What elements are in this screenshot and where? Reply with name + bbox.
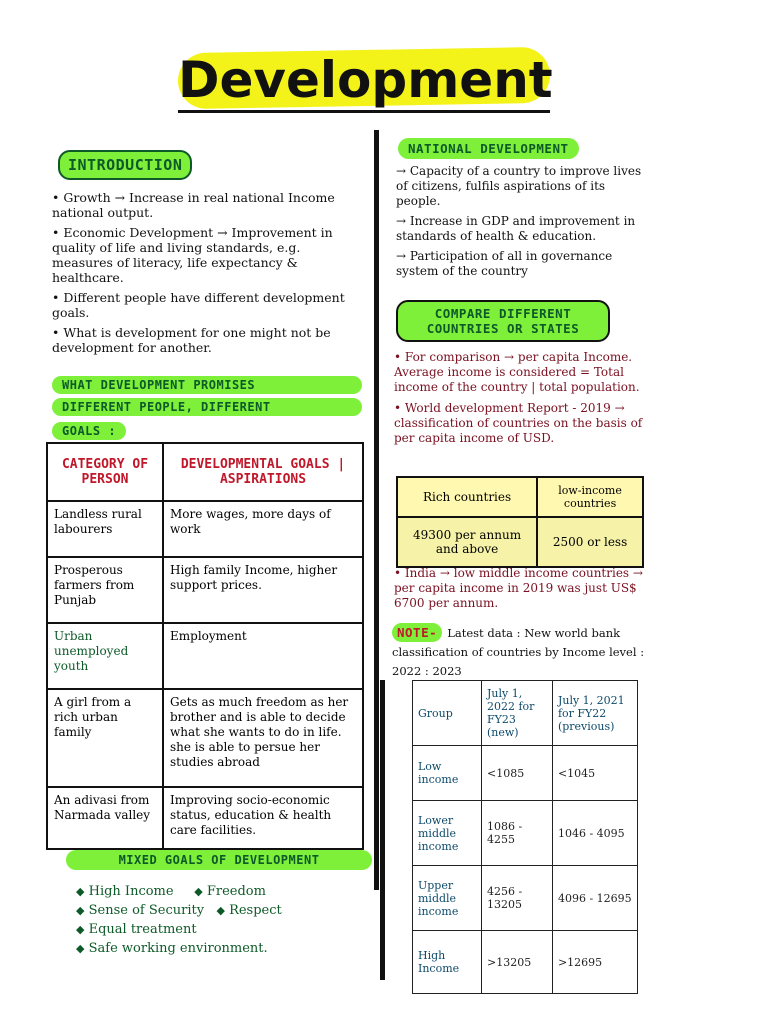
intro-heading: INTRODUCTION [58,150,192,180]
intro-item: • Economic Development → Improvement in quality of life and living standards, e.g. measures of literacy, life expectancy & healthcare. [52,225,333,285]
mixed-item: ◆ Equal treatment [76,922,197,937]
intro-item: • Growth → Increase in real national Income national output. [52,190,335,220]
table-header: CATEGORY OF PERSON [47,443,163,501]
table-row [47,787,363,849]
table-row [413,931,638,994]
table-row [413,801,638,866]
table-cell: 49300 per annum and above [397,517,537,567]
national-item: → Capacity of a country to improve lives of citizens, fulfils aspirations of its people. [396,164,642,208]
table-header: Rich countries [397,477,537,517]
national-heading: NATIONAL DEVELOPMENT [398,138,579,159]
intro-item: • What is development for one might not be development for another. [52,325,331,355]
diamond-icon: ◆ [76,885,85,898]
title-block [178,48,553,114]
income-group-table [412,680,638,994]
national-item: → Participation of all in governance system of the country [396,249,613,278]
mixed-item: ◆ Safe working environment. [76,941,268,956]
mixed-item: ◆ High Income ◆ Freedom [76,884,266,899]
diamond-icon: ◆ [76,942,85,955]
table-header: DEVELOPMENTAL GOALS | ASPIRATIONS [163,443,363,501]
diamond-icon: ◆ [194,885,203,898]
table-cell: <1045 [552,746,637,801]
table-cell: Lower middle income [413,801,482,866]
table-cell: More wages, more days of work [163,501,363,557]
table-cell: A girl from a rich urban family [47,689,163,787]
table-row [47,501,363,557]
column-divider [374,130,379,890]
compare-item: • World development Report - 2019 → classification of countries on the basis of per capita income of USD. [394,401,643,445]
intro-item: • Different people have different development goals. [52,290,345,320]
table-row [47,689,363,787]
rich-low-table [396,476,644,568]
table-cell: Employment [163,623,363,689]
table-row [47,623,363,689]
table-cell: >12695 [552,931,637,994]
table-cell: An adivasi from Narmada valley [47,787,163,849]
table-header: Group [413,681,482,746]
category-table [46,442,364,850]
table-header: July 1, 2021 for FY22 (previous) [552,681,637,746]
promises-heading: WHAT DEVELOPMENT PROMISES DIFFERENT PEOPLE, DIFFERENT GOALS : [52,376,362,440]
table-row [413,746,638,801]
compare-item: • For comparison → per capita Income. Average income is considered = Total income of the country | total population. [394,350,640,394]
table-cell: 2500 or less [537,517,643,567]
mixed-heading: MIXED GOALS OF DEVELOPMENT [66,850,372,870]
table-header-row [47,443,363,501]
national-item: → Increase in GDP and improvement in standards of health & education. [396,214,636,243]
table-header: July 1, 2022 for FY23 (new) [482,681,553,746]
intro-list [52,190,364,355]
table-cell: 4256 - 13205 [482,866,553,931]
table-cell: <1085 [482,746,553,801]
table-cell: Upper middle income [413,866,482,931]
page-title: Development [178,51,553,109]
table-cell: High Income [413,931,482,994]
compare-heading: COMPARE DIFFERENT COUNTRIES OR STATES [396,300,610,342]
mixed-item: ◆ Sense of Security ◆ Respect [76,903,282,918]
table-cell: Landless rural labourers [47,501,163,557]
mixed-list [76,882,366,958]
diamond-icon: ◆ [216,904,225,917]
table-cell: 1046 - 4095 [552,801,637,866]
compare-list [394,350,652,446]
table-row [413,866,638,931]
table-header-row [397,477,643,517]
note-block [392,622,652,679]
table-cell: Prosperous farmers from Punjab [47,557,163,623]
table-header: low-income countries [537,477,643,517]
table-cell: >13205 [482,931,553,994]
note-text: Latest data : New world bank classification of countries by Income level : 2022 : 2023 [392,626,645,678]
table-cell: Gets as much freedom as her brother and is able to decide what she wants to do in life. she is able to persue her studies abroad [163,689,363,787]
title-underline [178,110,550,113]
table-cell: 1086 - 4255 [482,801,553,866]
table-cell: 4096 - 12695 [552,866,637,931]
table-cell: Low income [413,746,482,801]
note-label: NOTE- [392,623,442,642]
table-row [47,557,363,623]
table-header-row [413,681,638,746]
table-row [397,517,643,567]
table-cell: Urban unemployed youth [47,623,163,689]
diamond-icon: ◆ [76,923,85,936]
column-divider-lower [380,680,385,980]
table-cell: High family Income, higher support prices. [163,557,363,623]
india-note: • India → low middle income countries → per capita income in 2019 was just US$ 6700 per annum. [394,566,643,610]
diamond-icon: ◆ [76,904,85,917]
table-cell: Improving socio-economic status, education & health care facilities. [163,787,363,849]
national-list [396,164,652,279]
